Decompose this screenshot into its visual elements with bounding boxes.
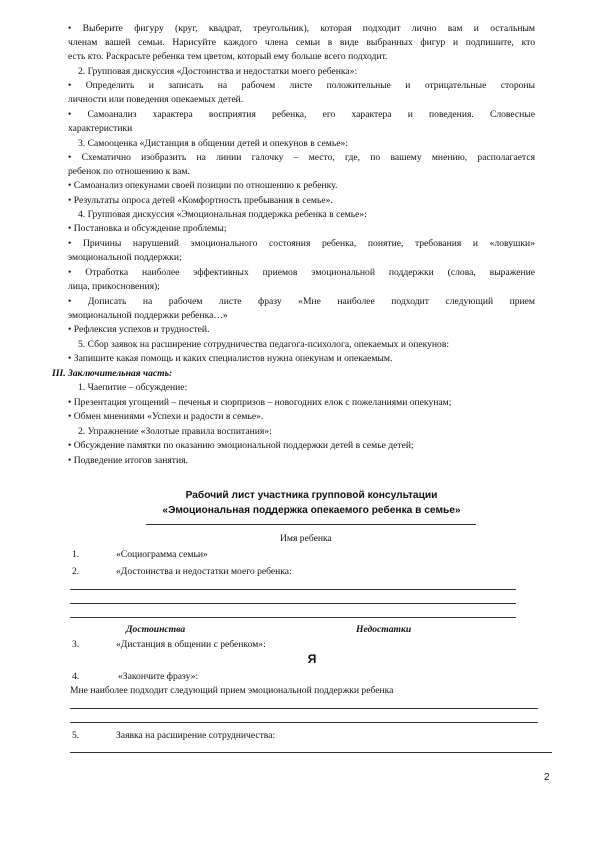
body-line: • Дописать на рабочем листе фразу «Мне наиболее подходит следующий прием [68,296,535,307]
worksheet-title: Рабочий лист участника групповой консультации [185,490,438,501]
body-line: • Выберите фигуру (круг, квадрат, треугольник), которая подходит лично вам и остальным [68,23,535,34]
body-line: 5. Сбор заявок на расширение сотрудничества педагога-психолога, опекаемых и опекунов: [78,339,450,350]
phrase-prompt: Мне наиболее подходит следующий прием эмоциональной поддержки ребенка [70,685,394,696]
body-line: 2. Групповая дискуссия «Достоинства и недостатки моего ребенка»: [78,66,358,77]
item-label: «Закончите фразу»: [118,671,199,682]
body-line: лица, прикосновения); [68,281,160,292]
item-label: Заявка на расширение сотрудничества: [116,730,276,741]
closing-line: 2. Упражнение «Золотые правила воспитания»: [78,426,272,437]
me-marker: Я [307,652,317,666]
answer-line [70,617,516,618]
answer-line [70,752,552,753]
body-line: • Рефлексия успехов и трудностей. [68,324,210,335]
answer-line [70,603,516,604]
page-number: 2 [544,772,550,783]
body-line: • Определить и записать на рабочем листе положительные и отрицательные стороны [68,80,535,91]
item-number: 3. [72,639,80,650]
body-line: личности или поведения опекаемых детей. [68,94,244,105]
section-heading: III. Заключительная часть: [52,368,173,379]
body-line: • Результаты опроса детей «Комфортность пребывания в семье». [68,195,333,206]
body-line: • Запишите какая помощь и каких специалистов нужна опекунам и опекаемым. [68,353,393,364]
body-line: • Отработка наиболее эффективных приемов эмоциональной поддержки (слова, выражение [68,267,535,278]
closing-line: 1. Чаепитие – обсуждение: [78,382,188,393]
body-line: • Самоанализ опекунами своей позиции по отношению к ребенку. [68,180,338,191]
body-line: • Самоанализ характера восприятия ребенка, его характера и поведения. Словесные [68,109,535,120]
advantages-label: Достоинства [126,624,186,635]
worksheet-subtitle: «Эмоциональная поддержка опекаемого ребенка в семье» [162,505,461,516]
body-line: эмоциональной поддержки ребенка…» [68,310,228,321]
body-line: • Причины нарушений эмоционального состояния ребенка, понятие, требования и «ловушки» [68,238,535,249]
disadvantages-label: Недостатки [356,624,412,635]
child-name-label: Имя ребенка [280,533,332,544]
name-line [146,524,476,525]
item-number: 4. [72,671,80,682]
item-label: «Социограмма семьи» [116,549,208,560]
body-line: • Схематично изобразить на линии галочку – место, где, по вашему мнению, располагается [68,152,535,163]
item-label: «Достоинства и недостатки моего ребенка: [116,566,292,577]
closing-line: • Обмен мнениями «Успехи и радости в семье». [68,411,264,422]
body-line: ребенок по отношению к вам. [68,166,190,177]
body-line: есть кто. Раскрасьте ребенка тем цветом, который ему больше всего подходит. [68,51,388,62]
body-line: членам вашей семьи. Нарисуйте каждого члена семьи в виде выбранных фигур и подпишите, кто [68,37,535,48]
body-line: 3. Самооценка «Дистанция в общении детей и опекунов в семье»: [78,138,348,149]
item-number: 2. [72,566,80,577]
item-number: 5. [72,730,80,741]
closing-line: • Обсуждение памятки по оказанию эмоциональной поддержки детей в семье детей; [68,440,414,451]
closing-line: • Подведение итогов занятия. [68,455,188,466]
body-line: характеристики [68,123,133,134]
answer-line [70,722,538,723]
body-line: 4. Групповая дискуссия «Эмоциональная поддержка ребенка в семье»: [78,209,367,220]
body-line: эмоциональной поддержки; [68,252,182,263]
item-number: 1. [72,549,80,560]
item-label: «Дистанция в общении с ребенком»: [116,639,266,650]
answer-line [70,589,516,590]
answer-line [70,708,538,709]
closing-line: • Презентация угощений – печенья и сюрпризов – новогодних елок с пожеланиями опекунам; [68,397,452,408]
body-line: • Постановка и обсуждение проблемы; [68,223,227,234]
